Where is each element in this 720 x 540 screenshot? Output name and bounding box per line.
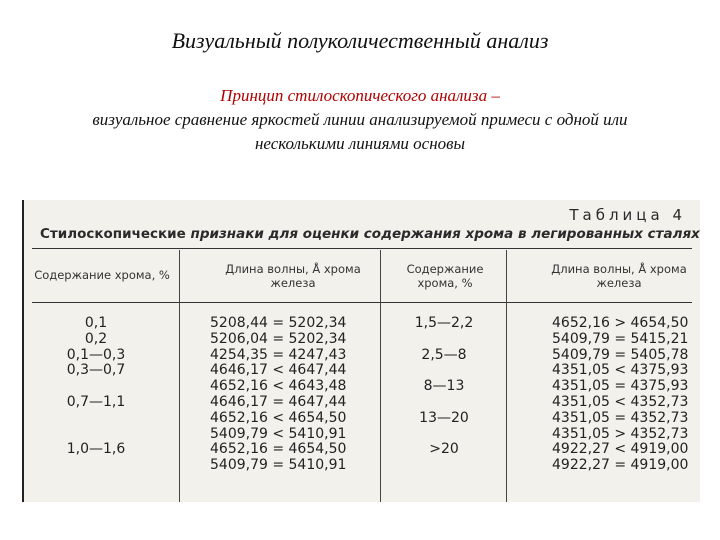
- table-cell: 4652,16 < 4654,50: [210, 409, 347, 426]
- principle-body: визуальное сравнение яркостей линии анализируемой примеси с одной или несколькими линиями основы: [92, 110, 628, 153]
- table-cell: [24, 379, 168, 395]
- column-divider: [179, 250, 180, 502]
- header-content-2: Содержание хрома, %: [406, 262, 484, 290]
- table-cell: 4922,27 < 4919,00: [552, 441, 689, 458]
- table-cell: 5409,79 < 5410,91: [210, 425, 347, 442]
- table-cell: [384, 395, 504, 411]
- left-wavelength-column: [210, 316, 380, 474]
- header-bottom-rule: [32, 302, 692, 303]
- table-cell: 4646,17 < 4647,44: [210, 362, 347, 379]
- header-top-rule: [32, 248, 692, 249]
- table-cell: 0,2: [84, 330, 108, 347]
- table-cell: 4652,16 = 4654,50: [210, 441, 347, 458]
- table-cell: [384, 363, 504, 379]
- table-cell: [24, 411, 168, 427]
- principle-text: [60, 84, 660, 156]
- slide-title: Визуальный полуколичественный анализ: [171, 28, 549, 53]
- table-cell: 4351,05 > 4352,73: [552, 425, 689, 442]
- header-wavelength-1: Длина волны, Å хрома железа: [225, 262, 361, 290]
- right-wavelength-column: [552, 316, 720, 474]
- scanned-table: [22, 200, 700, 502]
- table-cell: 5409,79 = 5405,78: [552, 346, 689, 363]
- table-cell: 1,0—1,6: [66, 441, 126, 458]
- table-cell: 4652,16 < 4643,48: [210, 378, 347, 395]
- column-divider: [506, 250, 507, 502]
- table-cell: >20: [429, 441, 459, 458]
- table-cell: 0,1—0,3: [66, 346, 126, 363]
- table-cell: 4254,35 = 4247,43: [210, 346, 347, 363]
- header-content-1: Содержание хрома, %: [34, 268, 170, 282]
- table-cell: 0,1: [84, 315, 108, 331]
- table-cell: [24, 427, 168, 443]
- table-cell: [384, 458, 504, 474]
- table-cell: 5409,79 = 5410,91: [210, 457, 347, 474]
- table-cell: 5206,04 = 5202,34: [210, 330, 347, 347]
- table-cell: 4351,05 < 4375,93: [552, 362, 689, 379]
- table-cell: [24, 458, 168, 474]
- table-cell: 4351,05 < 4352,73: [552, 393, 689, 410]
- principle-lead: Принцип стилоскопического анализа –: [220, 86, 500, 105]
- table-cell: 5208,44 = 5202,34: [210, 315, 347, 331]
- table-cell: 4652,16 > 4654,50: [552, 315, 689, 331]
- table-cell: [384, 332, 504, 348]
- table-caption: [40, 226, 700, 242]
- table-cell: 4351,05 = 4352,73: [552, 409, 689, 426]
- table-number: Таблица 4: [569, 206, 686, 224]
- table-cell: 1,5—2,2: [414, 315, 474, 331]
- table-cell: [384, 427, 504, 443]
- table-cell: 4646,17 = 4647,44: [210, 393, 347, 410]
- table-cell: 0,7—1,1: [66, 393, 126, 410]
- caption-part-b: признаки для оценки содержания хрома в легированных сталях: [190, 226, 700, 242]
- header-wavelength-2: Длина волны, Å хрома железа: [551, 262, 687, 290]
- table-cell: 4922,27 = 4919,00: [552, 457, 689, 474]
- table-cell: 0,3—0,7: [66, 362, 126, 379]
- table-cell: 5409,79 = 5415,21: [552, 330, 689, 347]
- table-cell: 2,5—8: [421, 346, 467, 363]
- table-cell: 13—20: [419, 409, 469, 426]
- table-cell: 8—13: [423, 378, 465, 395]
- table-cell: 4351,05 = 4375,93: [552, 378, 689, 395]
- left-content-column: [24, 316, 168, 474]
- caption-part-a: Стилоскопические: [40, 226, 186, 242]
- right-content-column: [384, 316, 504, 474]
- column-divider: [380, 250, 381, 502]
